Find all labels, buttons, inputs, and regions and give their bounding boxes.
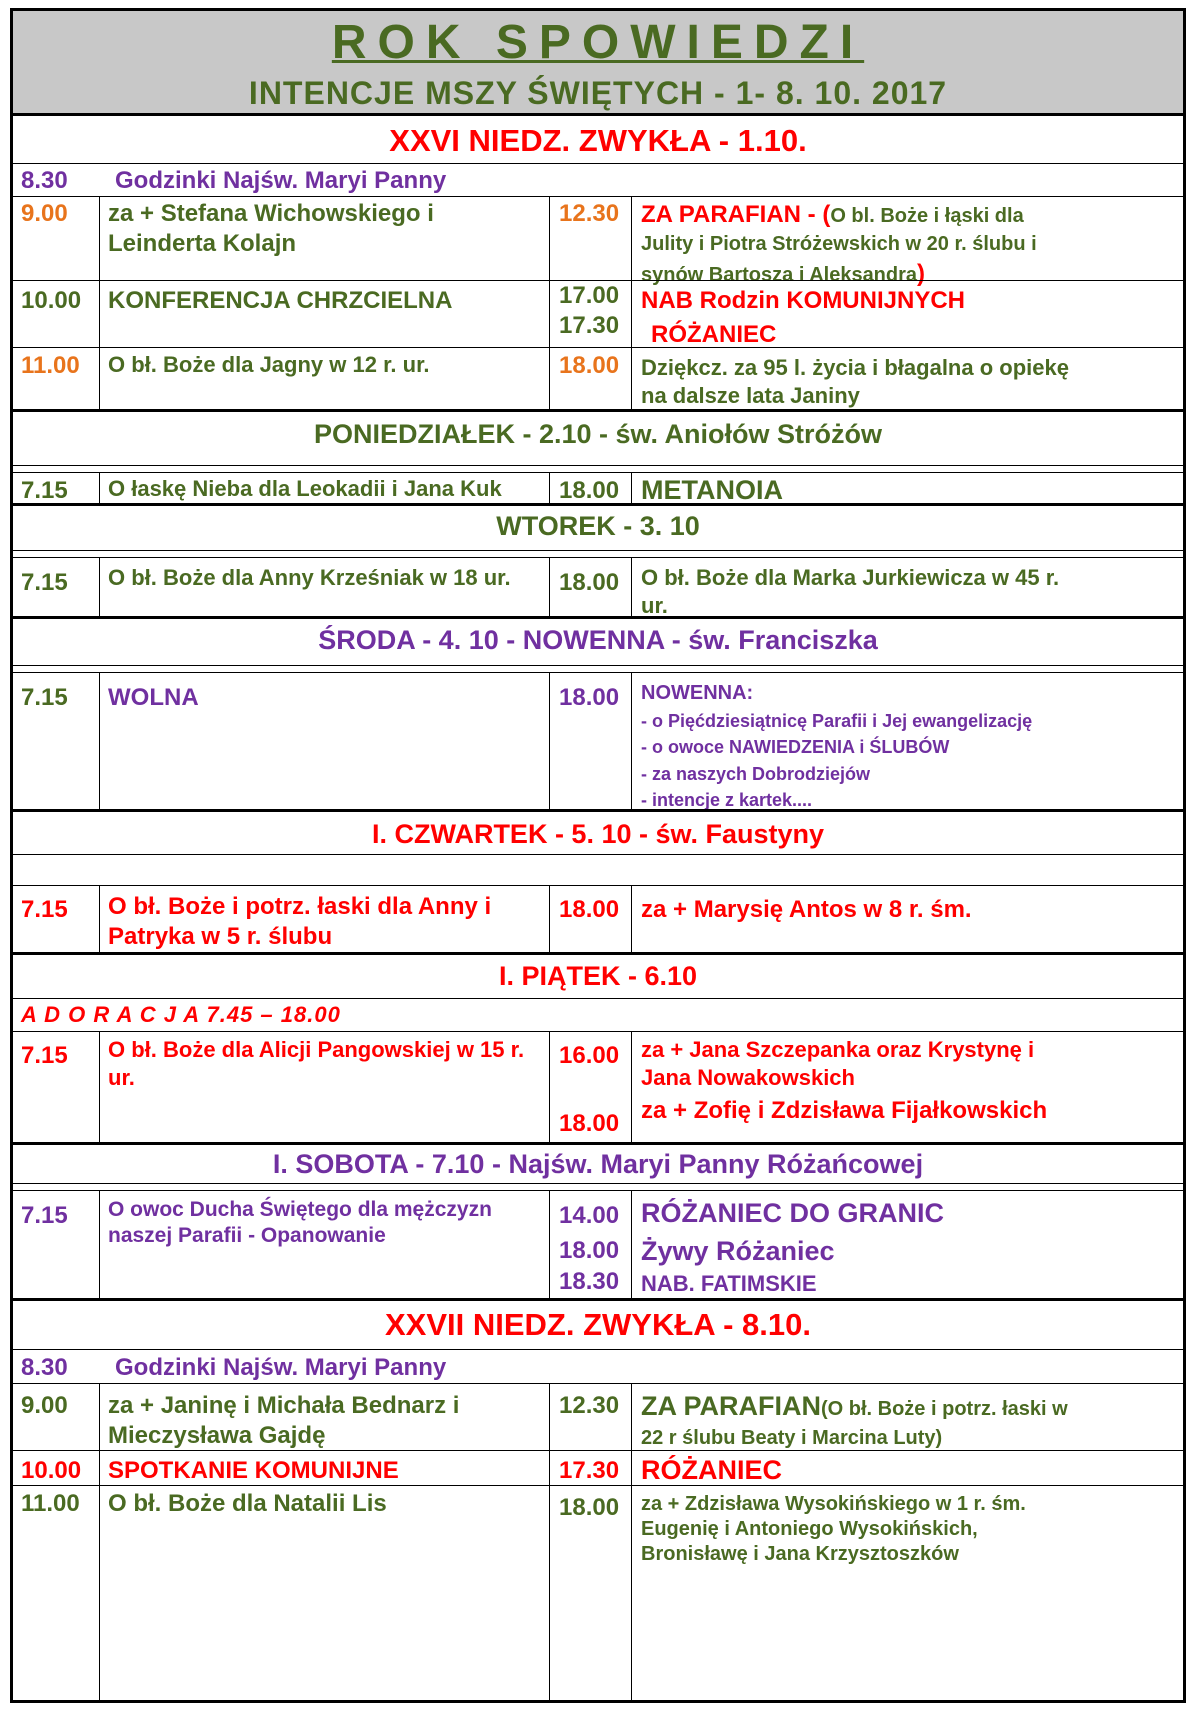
sunday1-r2-text2b: RÓŻANIEC [651,321,777,348]
sunday2-r3-time: 11.00 [21,1490,80,1517]
section-divider [13,503,1183,506]
friday-text1: O bł. Boże dla Alicji Pangowskiej w 15 r. ur. [108,1037,525,1090]
friday-time2: 16.00 [559,1042,620,1069]
novena-item: - o Pięćdziesiątnicę Parafii i Jej ewangelizację [641,711,1033,731]
thursday-time1: 7.15 [21,896,68,923]
divider [13,465,1183,466]
divider [13,854,1183,855]
thursday-time2: 18.00 [559,896,620,923]
col-divider [549,672,550,809]
col-divider [631,196,632,410]
sunday1-r1-text2-main: ZA PARAFIAN - ( [641,201,831,228]
sunday2-r2-text: SPOTKANIE KOMUNIJNE [108,1457,399,1484]
saturday-text3: Żywy Różaniec [641,1236,835,1266]
col-divider [631,885,632,952]
monday-time1: 7.15 [21,477,68,504]
sunday1-r1-time2: 12.30 [559,200,620,227]
col-divider [549,196,550,410]
divider [13,665,1183,666]
section-divider [13,616,1183,619]
sunday1-r1-text2-close: ) [917,259,926,287]
sunday2-r1-time: 9.00 [21,1392,68,1419]
section-divider [13,809,1183,812]
col-divider [631,672,632,809]
header-banner [13,11,1183,116]
wednesday-time1: 7.15 [21,684,68,711]
divider [13,550,1183,551]
monday-time2: 18.00 [559,477,620,504]
sunday2-r1-time2: 12.30 [559,1392,620,1419]
col-divider [99,885,100,952]
wednesday-novena-title: NOWENNA: [641,682,754,704]
sunday1-r3-text2: Dziękcz. za 95 l. życia i błagalna o opiekę na dalsze lata Janiny [641,355,1069,408]
col-divider [99,196,100,410]
tuesday-time2: 18.00 [559,569,620,596]
sunday1-r1-time: 9.00 [21,200,68,227]
divider [13,1450,1183,1451]
friday-text3: za + Zofię i Zdzisława Fijałkowskich [641,1097,1048,1124]
thursday-text1: O bł. Boże i potrz. łaski dla Anny i Patryka w 5 r. ślubu [108,893,492,950]
divider [13,998,1183,999]
divider [13,196,1183,197]
sunday2-r1-text2-main: ZA PARAFIAN [641,1391,821,1421]
divider [13,672,1183,673]
friday-text2: za + Jana Szczepanka oraz Krystynę i Jana Nowakowskich [641,1037,1035,1090]
novena-item: - o owoce NAWIEDZENIA i ŚLUBÓW [641,737,950,757]
friday-adoration: A D O R A C J A 7.45 – 18.00 [21,1002,341,1027]
tuesday-text1: O bł. Boże dla Anny Krześniak w 18 ur. [108,565,511,590]
friday-time3: 18.00 [559,1110,620,1137]
col-divider [99,472,100,504]
col-divider [631,1383,632,1700]
sunday1-r2-time2a: 17.00 [559,282,620,309]
tuesday-title: WTOREK - 3. 10 [496,511,700,541]
tuesday-time1: 7.15 [21,569,68,596]
saturday-time3: 18.00 [559,1237,620,1264]
col-divider [99,1190,100,1299]
saturday-title: I. SOBOTA - 7.10 - Najśw. Maryi Panny Różańcowej [272,1149,924,1179]
sunday1-first-text: Godzinki Najśw. Maryi Panny [115,167,447,194]
sunday2-r3-text: O bł. Boże dla Natalii Lis [108,1490,387,1517]
sunday1-r3-time2: 18.00 [559,352,620,379]
sunday1-first-time: 8.30 [21,167,68,194]
divider [13,557,1183,558]
col-divider [99,672,100,809]
saturday-text4: NAB. FATIMSKIE [641,1271,817,1296]
col-divider [631,472,632,504]
sunday2-r1-text: za + Janinę i Michała Bednarz i Mieczysława Gajdę [108,1392,460,1449]
saturday-text2: RÓŻANIEC DO GRANIC [641,1198,944,1228]
section-divider [13,409,1183,412]
section-divider [13,1298,1183,1301]
col-divider [99,557,100,617]
col-divider [549,557,550,617]
sunday2-r2-time: 10.00 [21,1457,82,1484]
saturday-time2: 14.00 [559,1202,620,1229]
divider [13,1349,1183,1350]
sunday2-first-time: 8.30 [21,1354,68,1381]
divider [13,472,1183,473]
col-divider [549,885,550,952]
sunday1-r2-text: KONFERENCJA CHRZCIELNA [108,287,453,314]
col-divider [99,1383,100,1700]
divider [13,1031,1183,1032]
col-divider [549,1190,550,1299]
sunday1-r1-text: za + Stefana Wichowskiego i Leinderta Kolajn [108,200,434,257]
sunday1-r2-text2a: NAB Rodzin KOMUNIJNYCH [641,287,965,314]
section-divider [13,952,1183,955]
col-divider [631,1031,632,1143]
sunday2-r1-text2 [641,1389,1081,1452]
sunday1-r3-text: O bł. Boże dla Jagny w 12 r. ur. [108,352,430,377]
sunday2-r1-text2-small: (O bł. Boże i potrz. łaski w 22 r ślubu Beaty i Marcina Luty) [641,1398,1068,1449]
thursday-title: I. CZWARTEK - 5. 10 - św. Faustyny [371,819,825,849]
saturday-text1: O owoc Ducha Świętego dla mężczyzn naszej Parafii - Opanowanie [108,1198,492,1248]
divider [13,885,1183,886]
novena-item: - za naszych Dobrodziejów [641,764,871,784]
monday-text1: O łaskę Nieba dla Leokadii i Jana Kuk [108,476,502,501]
divider [13,1190,1183,1191]
sunday2-first-text: Godzinki Najśw. Maryi Panny [115,1354,447,1381]
monday-title: PONIEDZIAŁEK - 2.10 - św. Aniołów Stróżów [313,419,883,449]
tuesday-text2: O bł. Boże dla Marka Jurkiewicza w 45 r. ur. [641,565,1060,618]
sunday2-r3-time2: 18.00 [559,1494,620,1521]
sunday1-r1-text2 [641,199,1081,289]
col-divider [549,1383,550,1700]
sunday2-r3-text2: za + Zdzisława Wysokińskiego w 1 r. śm. Eugenię i Antoniego Wysokińskich, Bronisławę i Jana Krzysztoszków [641,1493,1026,1565]
sunday1-title: XXVI NIEDZ. ZWYKŁA - 1.10. [389,123,807,158]
sunday1-r1-text2-small: O bl. Boże i łąski dla Julity i Piotra Stróżewskich w 20 r. ślubu i synów Bartosza i Aleksandra [641,205,1037,286]
divider [13,1183,1183,1184]
col-divider [549,1031,550,1143]
divider [13,347,1183,348]
wednesday-title: ŚRODA - 4. 10 - NOWENNA - św. Franciszka [318,625,878,655]
divider [13,1485,1183,1486]
divider [13,163,1183,164]
sunday2-r2-time2: 17.30 [559,1457,620,1484]
sunday1-r2-time2b: 17.30 [559,312,620,339]
saturday-time4: 18.30 [559,1268,620,1295]
page-subtitle: INTENCJE MSZY ŚWIĘTYCH - 1- 8. 10. 2017 [248,75,948,111]
monday-text2: METANOIA [641,475,783,505]
schedule-sheet [10,8,1186,1703]
friday-time1: 7.15 [21,1042,68,1069]
saturday-time1: 7.15 [21,1202,68,1229]
col-divider [549,472,550,504]
section-divider [13,1142,1183,1145]
novena-item: - intencje z kartek.... [641,790,813,810]
divider [13,1383,1183,1384]
wednesday-text1: WOLNA [108,684,199,711]
sunday2-r2-text2: RÓŻANIEC [641,1455,782,1485]
page-title: ROK SPOWIEDZI [331,16,865,69]
col-divider [631,1190,632,1299]
sunday2-title: XXVII NIEDZ. ZWYKŁA - 8.10. [384,1307,812,1342]
col-divider [99,1031,100,1143]
wednesday-time2: 18.00 [559,684,620,711]
sunday1-r3-time: 11.00 [21,352,80,379]
thursday-text2: za + Marysię Antos w 8 r. śm. [641,896,972,923]
sunday1-r2-time: 10.00 [21,287,82,314]
col-divider [631,557,632,617]
friday-title: I. PIĄTEK - 6.10 [498,961,698,991]
